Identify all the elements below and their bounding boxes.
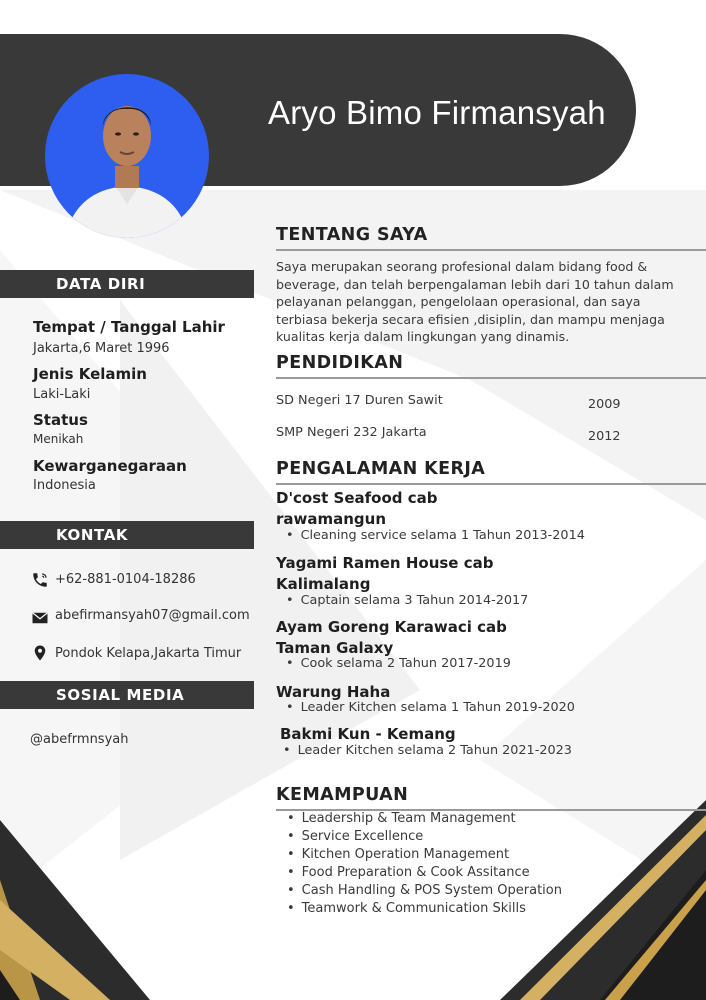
section-header-sosial-media: SOSIAL MEDIA <box>0 681 254 709</box>
contact-address: Pondok Kelapa,Jakarta Timur <box>55 646 242 661</box>
job-detail: • Cleaning service selama 1 Tahun 2013-2014 <box>286 528 585 543</box>
label-gender: Jenis Kelamin <box>33 365 147 383</box>
job-company: Ayam Goreng Karawaci cab <box>276 618 507 636</box>
job-detail: • Captain selama 3 Tahun 2014-2017 <box>286 593 528 608</box>
job-company: Warung Haha <box>276 683 391 701</box>
edu-year: 2012 <box>588 429 621 444</box>
job-detail: • Leader Kitchen selama 1 Tahun 2019-2020 <box>286 700 575 715</box>
skill-item: • Food Preparation & Cook Assitance <box>287 864 562 882</box>
mail-icon <box>30 609 50 627</box>
job-company-branch: rawamangun <box>276 510 387 528</box>
profile-photo <box>45 74 209 238</box>
job-company-branch: Kalimalang <box>276 575 371 593</box>
skills-list <box>287 810 562 917</box>
skill-item: • Cash Handling & POS System Operation <box>287 882 562 900</box>
section-title-tentang-saya: TENTANG SAYA <box>276 225 706 251</box>
skill-item: • Kitchen Operation Management <box>287 846 562 864</box>
section-header-data-diri: DATA DIRI <box>0 270 254 298</box>
skill-item: • Leadership & Team Management <box>287 810 562 828</box>
full-name: Aryo Bimo Firmansyah <box>268 94 606 131</box>
skill-item: • Service Excellence <box>287 828 562 846</box>
edu-school: SMP Negeri 232 Jakarta <box>276 425 427 440</box>
job-detail: • Cook selama 2 Tahun 2017-2019 <box>286 656 511 671</box>
value-birth: Jakarta,6 Maret 1996 <box>33 341 170 356</box>
job-company-branch: Taman Galaxy <box>276 639 394 657</box>
label-citizenship: Kewarganegaraan <box>33 457 187 475</box>
label-birth: Tempat / Tanggal Lahir <box>33 318 225 336</box>
section-title-pengalaman-kerja: PENGALAMAN KERJA <box>276 459 706 485</box>
social-handle[interactable]: @abefrmnsyah <box>30 732 129 747</box>
edu-year: 2009 <box>588 397 621 412</box>
skill-item: • Teamwork & Communication Skills <box>287 900 562 918</box>
section-title-pendidikan: PENDIDIKAN <box>276 353 706 379</box>
job-company: D'cost Seafood cab <box>276 489 438 507</box>
value-gender: Laki-Laki <box>33 387 91 402</box>
job-company: Yagami Ramen House cab <box>276 554 494 572</box>
section-title-kemampuan: KEMAMPUAN <box>276 785 706 811</box>
value-citizenship: Indonesia <box>33 478 96 493</box>
value-status: Menikah <box>33 432 84 446</box>
about-text: Saya merupakan seorang profesional dalam bidang food & beverage, dan telah berpengalaman lebih dari 10 tahun dalam pelayanan pelanggan, pengelolaan operasional, dan saya terbiasa bekerja secara efisien ,disiplin, dan mampu menjaga kualitas kerja dalam lingkungan yang dinamis. <box>276 259 674 345</box>
edu-school: SD Negeri 17 Duren Sawit <box>276 393 443 408</box>
job-company: Bakmi Kun - Kemang <box>280 725 456 743</box>
contact-phone[interactable]: +62-881-0104-18286 <box>55 572 196 587</box>
phone-icon <box>31 571 49 589</box>
contact-email[interactable]: abefirmansyah07@gmail.com <box>55 608 250 623</box>
job-detail: • Leader Kitchen selama 2 Tahun 2021-2023 <box>283 743 572 758</box>
location-pin-icon <box>31 644 49 662</box>
section-header-kontak: KONTAK <box>0 521 254 549</box>
label-status: Status <box>33 411 88 429</box>
